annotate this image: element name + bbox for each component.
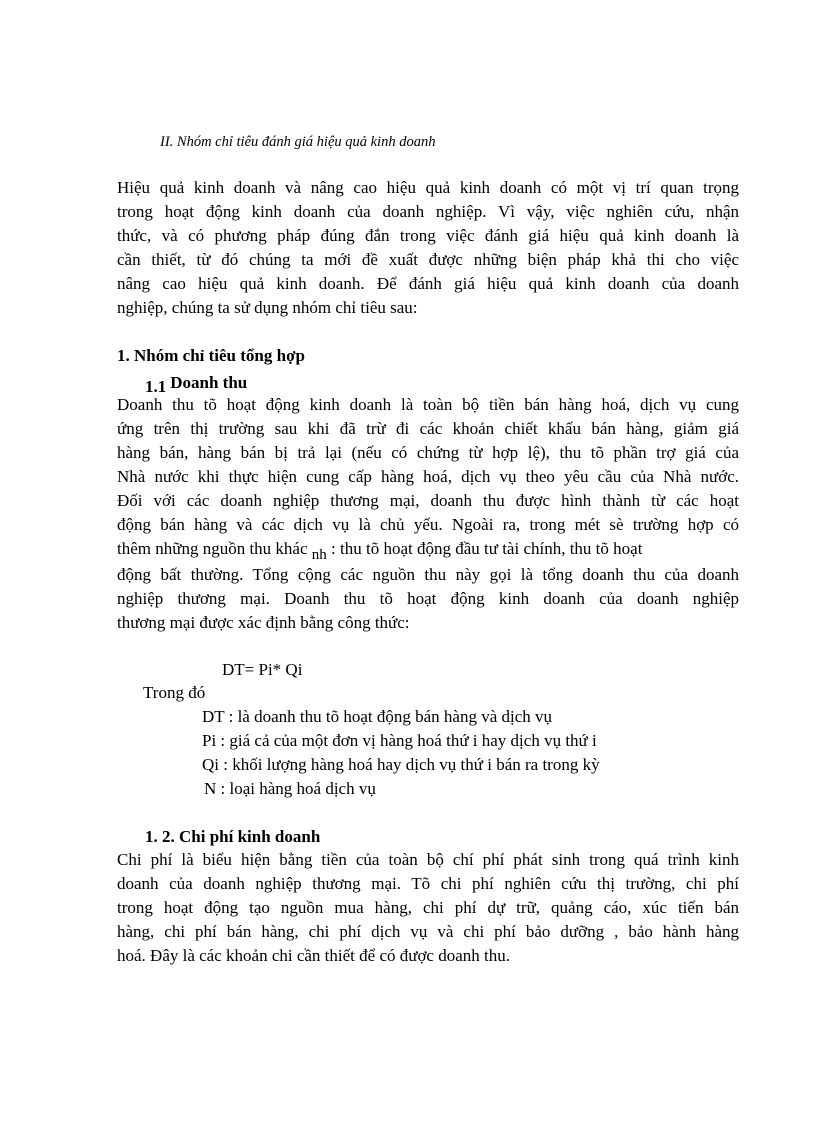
heading-1-1-number: 1.1 (145, 377, 167, 396)
revenue-line-3: hàng bán, hàng bán bị trả lại (nếu có chứng từ hợp lệ), thu tõ phần trợ giá của (117, 443, 739, 462)
cost-line-2: doanh của doanh nghiệp thương mại. Tõ chi phí nghiên cứu thị trường, chi phí (117, 874, 739, 893)
section-title: II. Nhóm chỉ tiêu đánh giá hiệu quả kinh doanh (160, 134, 436, 150)
intro-line-4: cần thiết, từ đó chúng ta mới đề xuất được những biện pháp khả thi cho việc (117, 250, 739, 269)
heading-1: 1. Nhóm chỉ tiêu tổng hợp (117, 346, 305, 365)
intro-line-6: nghiệp, chúng ta sử dụng nhóm chỉ tiêu sau: (117, 298, 418, 317)
heading-1-1-label: Doanh thu (170, 373, 248, 392)
revenue-line-7-start: thêm những nguồn thu khác (117, 539, 308, 558)
revenue-line-8: động bất thường. Tổng cộng các nguồn thu này gọi là tổng doanh thu của doanh (117, 565, 739, 584)
intro-line-1: Hiệu quả kinh doanh và nâng cao hiệu quả kinh doanh có một vị trí quan trọng (117, 178, 739, 197)
definition-dt: DT : là doanh thu tõ hoạt động bán hàng và dịch vụ (202, 707, 553, 726)
intro-line-5: nâng cao hiệu quả kinh doanh. Để đánh giá hiệu quả kinh doanh của doanh (117, 274, 739, 293)
revenue-line-2: ứng trên thị trường sau khi đã trừ đi các khoản chiết khấu bán hàng, giảm giá (117, 419, 739, 438)
cost-line-1: Chi phí là biểu hiện bằng tiền của toàn bộ chí phí phát sinh trong quá trình kinh (117, 850, 739, 869)
revenue-line-9: nghiệp thương mại. Doanh thu tõ hoạt động kinh doanh của doanh nghiệp (117, 589, 739, 608)
heading-1-1 (145, 372, 247, 394)
revenue-line-4: Nhà nước khi thực hiện cung cấp hàng hoá, dịch vụ theo yêu cầu của Nhà nước. (117, 467, 739, 486)
cost-line-5: hoá. Đây là các khoản chi cần thiết để có được doanh thu. (117, 946, 511, 965)
intro-line-3: thức, và có phương pháp đúng đắn trong việc đánh giá hiệu quả kinh doanh là (117, 226, 739, 245)
heading-1-2: 1. 2. Chi phí kinh doanh (145, 827, 321, 846)
formula: DT= Pi* Qi (222, 660, 303, 679)
revenue-line-7-sub: nh (311, 547, 327, 563)
definition-pi: Pi : giá cả của một đơn vị hàng hoá thứ i hay dịch vụ thứ i (202, 731, 597, 750)
trong-do-label: Trong đó (143, 683, 206, 702)
intro-line-2: trong hoạt động kinh doanh của doanh nghiệp. Vì vậy, việc nghiên cứu, nhận (117, 202, 739, 221)
definition-n: N : loại hàng hoá dịch vụ (204, 779, 376, 798)
revenue-line-5: Đối với các doanh nghiệp thương mại, doanh thu được hình thành từ các hoạt (117, 491, 739, 510)
revenue-line-7 (117, 538, 739, 561)
definition-qi: Qi : khối lượng hàng hoá hay dịch vụ thứ i bán ra trong kỳ (202, 755, 600, 774)
cost-line-3: trong hoạt động tạo nguồn mua hàng, chi phí dự trữ, quảng cáo, xúc tiến bán (117, 898, 739, 917)
revenue-line-1: Doanh thu tõ hoạt động kinh doanh là toàn bộ tiền bán hàng hoá, dịch vụ cung (117, 395, 739, 414)
cost-line-4: hàng, chi phí bán hàng, chi phí dịch vụ và chi phí bảo dưỡng , bảo hành hàng (117, 922, 739, 941)
revenue-line-10: thương mại được xác định bằng công thức: (117, 613, 410, 632)
revenue-line-6: động bán hàng và các dịch vụ là chủ yếu. Ngoài ra, trong mét sè trường hợp có (117, 515, 739, 534)
revenue-line-7-end: : thu tõ hoạt động đầu tư tài chính, thu tõ hoạt (331, 539, 643, 558)
